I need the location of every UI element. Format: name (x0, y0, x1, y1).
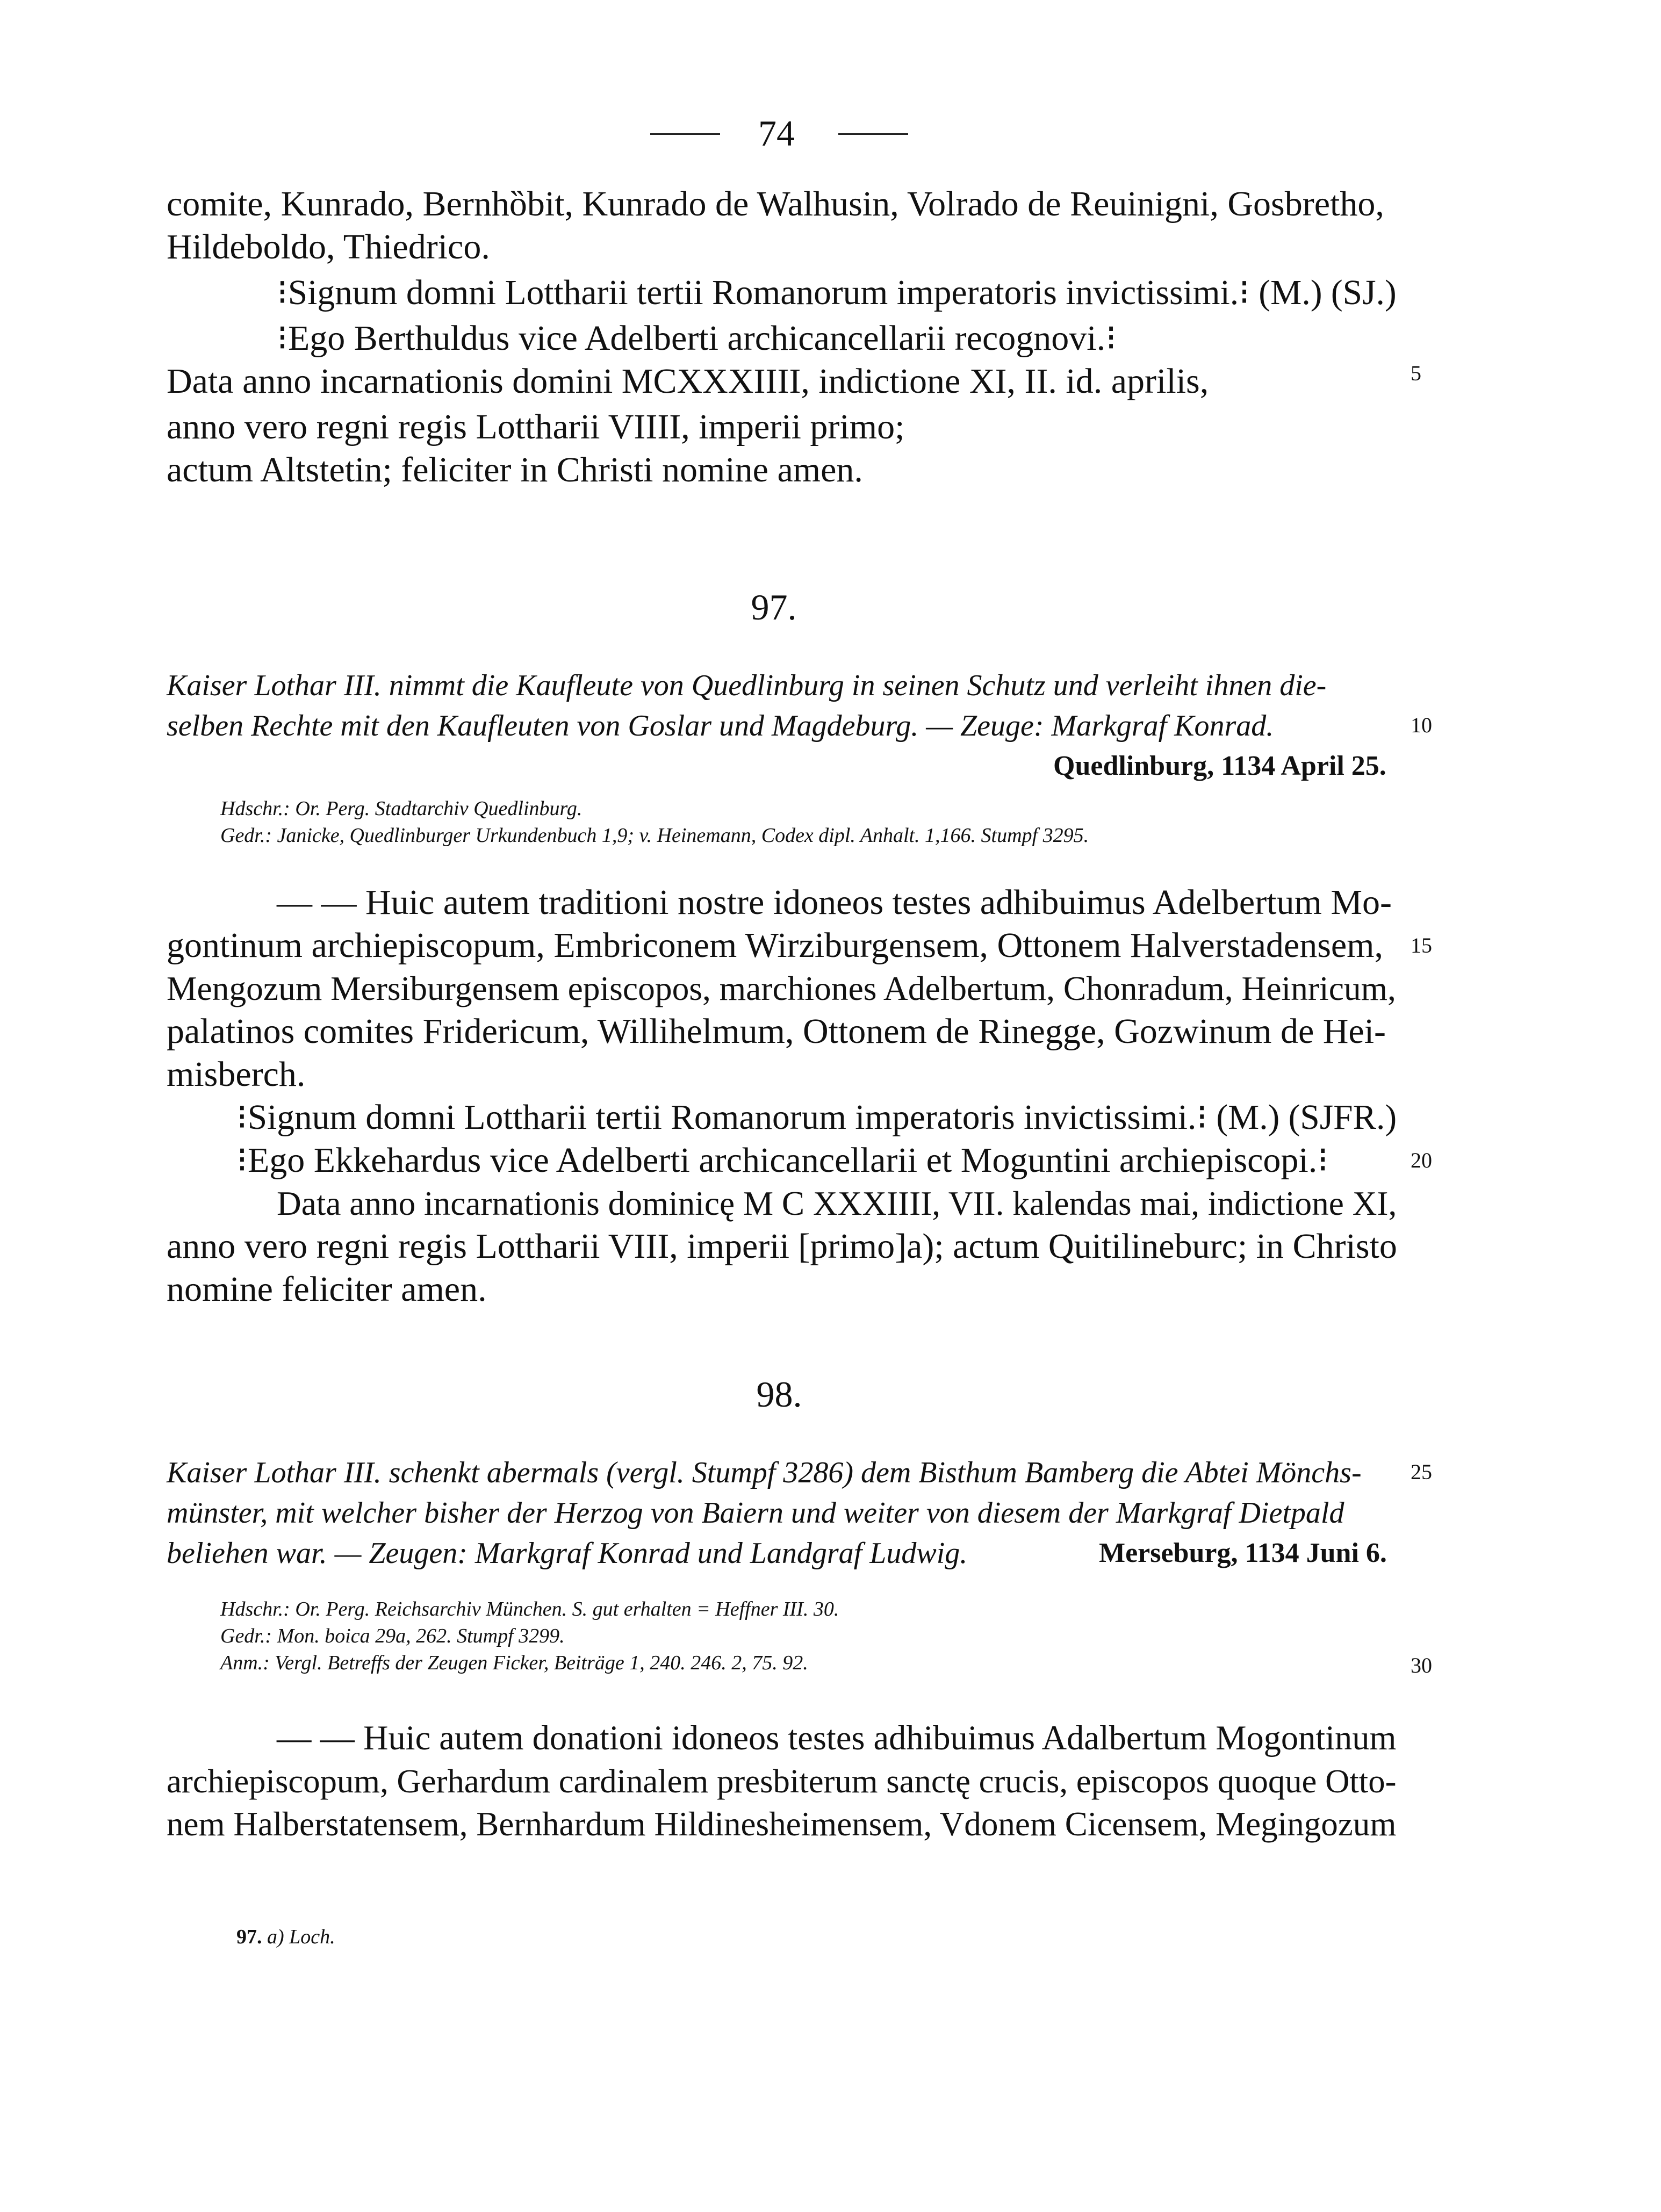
source-note: Gedr.: Janicke, Quedlinburger Urkundenbuch 1,9; v. Heinemann, Codex dipl. Anhalt. 1,166. Stumpf 3295. (220, 824, 1089, 847)
footnote (236, 1923, 335, 1950)
header-rule-right (838, 133, 908, 135)
page-number: 74 (758, 113, 795, 154)
source-note: Hdschr.: Or. Perg. Reichsarchiv München. S. gut erhalten = Heffner III. 30. (220, 1598, 839, 1620)
document-number-97: 97. (751, 587, 797, 628)
text-line: Hildeboldo, Thiedrico. (167, 227, 490, 266)
charter-text-line: anno vero regni regis Lottharii VIII, imperii [primo]a); actum Quitilineburc; in Christo (167, 1227, 1397, 1266)
text-line: comite, Kunrado, Bernhȍbit, Kunrado de Walhusin, Volrado de Reuinigni, Gosbretho, (167, 184, 1384, 224)
regest-line: Kaiser Lothar III. nimmt die Kaufleute von Quedlinburg in seinen Schutz und verleiht ihnen die- (167, 669, 1327, 702)
place-date-98: Merseburg, 1134 Juni 6. (1099, 1538, 1387, 1568)
line-number-5: 5 (1411, 361, 1421, 385)
charter-text-line: — — Huic autem donationi idoneos testes adhibuimus Adalbertum Mogontinum (277, 1719, 1397, 1757)
line-number-20: 20 (1411, 1148, 1432, 1172)
line-number-10: 10 (1411, 713, 1432, 737)
charter-text-line: misberch. (167, 1055, 306, 1094)
regest-line: beliehen war. — Zeugen: Markgraf Konrad und Landgraf Ludwig. (167, 1537, 968, 1570)
text-line: anno vero regni regis Lottharii VIIII, imperii primo; (167, 407, 905, 446)
line-number-30: 30 (1411, 1653, 1432, 1677)
source-note: Gedr.: Mon. boica 29a, 262. Stumpf 3299. (220, 1625, 565, 1647)
footnote-text: a) Loch. (267, 1926, 335, 1948)
regest-line: Kaiser Lothar III. schenkt abermals (vergl. Stumpf 3286) dem Bisthum Bamberg die Abtei Mönchs- (167, 1456, 1362, 1489)
charter-text-line: nomine feliciter amen. (167, 1270, 487, 1309)
dating-line: Data anno incarnationis domini MCXXXIIII, indictione XI, II. id. aprilis, (167, 362, 1209, 401)
charter-text-line: — — Huic autem traditioni nostre idoneos testes adhibuimus Adelbertum Mo- (277, 883, 1392, 922)
subscription-line: ⁝Signum domni Lottharii tertii Romanorum imperatoris invictissimi.⁝ (M.) (SJ.) (277, 273, 1397, 312)
recognition-line: ⁝Ego Berthuldus vice Adelberti archicancellarii recognovi.⁝ (277, 319, 1117, 358)
charter-text-line: archiepiscopum, Gerhardum cardinalem presbiterum sanctę crucis, episcopos quoque Otto- (167, 1762, 1397, 1800)
source-note: Anm.: Vergl. Betreffs der Zeugen Ficker, Beiträge 1, 240. 246. 2, 75. 92. (220, 1652, 808, 1674)
dating-line: Data anno incarnationis dominicę M C XXXIIII, VII. kalendas mai, indictione XI, (277, 1185, 1397, 1222)
line-number-25: 25 (1411, 1460, 1432, 1484)
subscription-line: ⁝Signum domni Lottharii tertii Romanorum imperatoris invictissimi.⁝ (M.) (SJFR.) (236, 1098, 1397, 1137)
place-date-97: Quedlinburg, 1134 April 25. (1053, 751, 1386, 781)
charter-text-line: nem Halberstatensem, Bernhardum Hildinesheimensem, Vdonem Cicensem, Megingozum (167, 1805, 1397, 1843)
document-number-98: 98. (756, 1374, 802, 1415)
footnote-number: 97. (236, 1926, 262, 1948)
charter-text-line: Mengozum Mersiburgensem episcopos, marchiones Adelbertum, Chonradum, Heinricum, (167, 969, 1396, 1007)
header-rule-left (650, 133, 720, 135)
recognition-line: ⁝Ego Ekkehardus vice Adelberti archicancellarii et Moguntini archiepiscopi.⁝ (236, 1141, 1329, 1180)
charter-text-line: gontinum archiepiscopum, Embriconem Wirziburgensem, Ottonem Halverstadensem, (167, 926, 1384, 965)
regest-line: selben Rechte mit den Kaufleuten von Goslar und Magdeburg. — Zeuge: Markgraf Konrad. (167, 709, 1274, 743)
source-note: Hdschr.: Or. Perg. Stadtarchiv Quedlinburg. (220, 797, 583, 820)
line-number-15: 15 (1411, 933, 1432, 957)
regest-line: münster, mit welcher bisher der Herzog von Baiern und weiter von diesem der Markgraf Dietpald (167, 1496, 1344, 1530)
text-line: actum Altstetin; feliciter in Christi nomine amen. (167, 450, 863, 489)
charter-text-line: palatinos comites Fridericum, Willihelmum, Ottonem de Rinegge, Gozwinum de Hei- (167, 1012, 1386, 1051)
